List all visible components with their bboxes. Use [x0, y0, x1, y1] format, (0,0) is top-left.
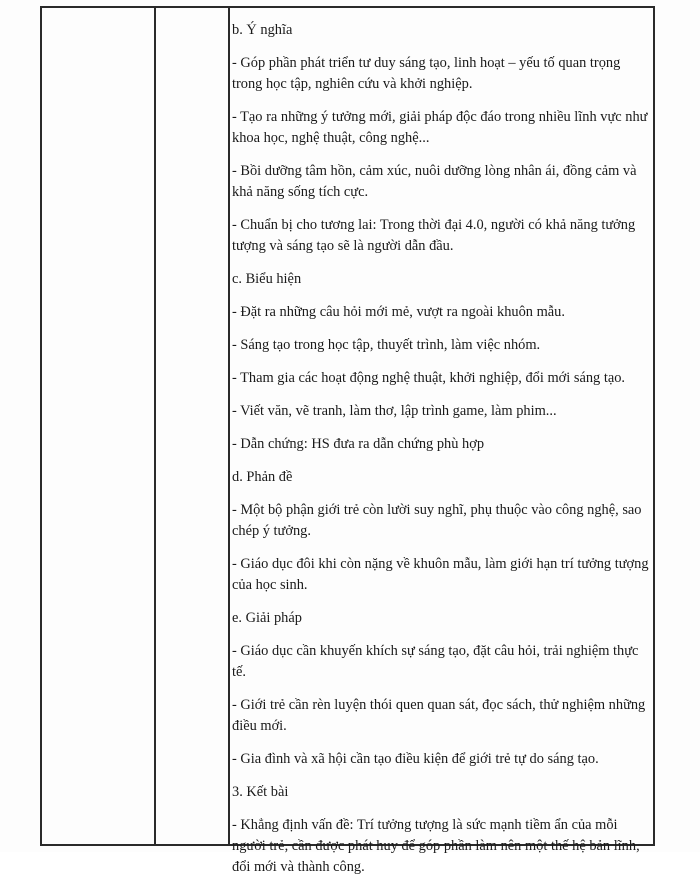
section-heading: e. Giải pháp: [232, 610, 302, 626]
section-heading: 3. Kết bài: [232, 784, 289, 800]
list-item: - Giáo dục đôi khi còn nặng về khuôn mẫu, làm giới hạn trí tưởng tượng của học sinh.: [232, 556, 649, 593]
list-item: - Chuẩn bị cho tương lai: Trong thời đại 4.0, người có khả năng tưởng tượng và sáng tạo sẽ là người dẫn đầu.: [232, 217, 636, 254]
list-item: - Tạo ra những ý tưởng mới, giải pháp độc đáo trong nhiều lĩnh vực như khoa học, nghệ thuật, công nghệ...: [232, 109, 648, 146]
list-item: - Khẳng định vấn đề: Trí tưởng tượng là sức mạnh tiềm ẩn của mỗi người trẻ, cần được phát huy để góp phần làm nên một thế hệ bản lĩnh, đổi mới và thành công.: [232, 817, 640, 875]
section-heading: c. Biểu hiện: [232, 271, 302, 287]
list-item: - Đặt ra những câu hỏi mới mẻ, vượt ra ngoài khuôn mẫu.: [232, 304, 565, 320]
list-item: - Bồi dưỡng tâm hồn, cảm xúc, nuôi dưỡng lòng nhân ái, đồng cảm và khả năng sống tích cực.: [232, 163, 637, 200]
list-item: - Gia đình và xã hội cần tạo điều kiện để giới trẻ tự do sáng tạo.: [232, 751, 599, 767]
list-item: - Một bộ phận giới trẻ còn lười suy nghĩ, phụ thuộc vào công nghệ, sao chép ý tưởng.: [232, 502, 642, 539]
list-item: - Giáo dục cần khuyến khích sự sáng tạo, đặt câu hỏi, trải nghiệm thực tế.: [232, 643, 639, 680]
column-divider-1: [154, 8, 156, 844]
list-item: - Tham gia các hoạt động nghệ thuật, khởi nghiệp, đổi mới sáng tạo.: [232, 370, 626, 386]
list-item: - Dẫn chứng: HS đưa ra dẫn chứng phù hợp: [232, 436, 485, 452]
column-divider-2: [228, 8, 230, 844]
list-item: - Góp phần phát triển tư duy sáng tạo, linh hoạt – yếu tố quan trọng trong học tập, nghiên cứu và khởi nghiệp.: [232, 55, 621, 92]
list-item: - Sáng tạo trong học tập, thuyết trình, làm việc nhóm.: [232, 337, 541, 353]
section-heading: d. Phản đề: [232, 469, 293, 485]
list-item: - Viết văn, vẽ tranh, làm thơ, lập trình game, làm phim...: [232, 403, 557, 419]
section-heading: b. Ý nghĩa: [232, 22, 293, 38]
content-cell: [232, 20, 652, 890]
list-item: - Giới trẻ cần rèn luyện thói quen quan sát, đọc sách, thử nghiệm những điều mới.: [232, 697, 646, 734]
